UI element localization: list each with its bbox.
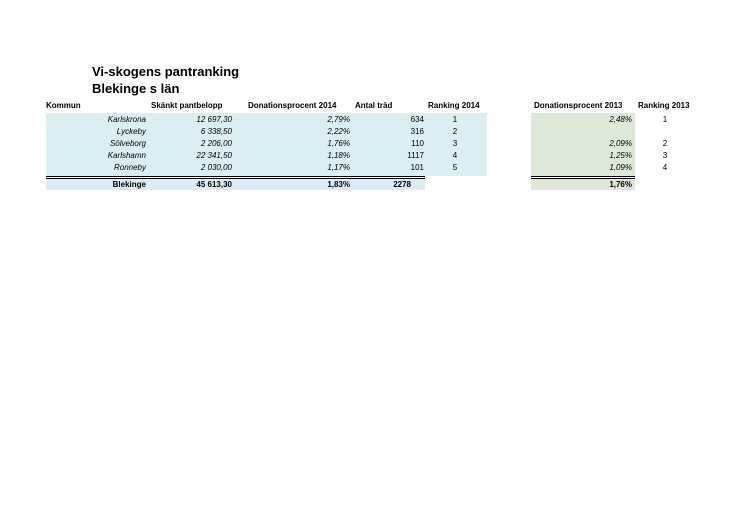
cell-don2013: 2,09%: [609, 139, 632, 148]
cell-don2013: 1,25%: [609, 151, 632, 160]
total-rule-lower-2014: [46, 178, 425, 179]
cell-rank2013: 4: [662, 163, 668, 172]
total-trad: 2278: [393, 180, 411, 189]
header-ranking-2013: Ranking 2013: [638, 101, 690, 110]
header-kommun: Kommun: [46, 101, 81, 110]
cell-trad: 316: [410, 127, 424, 136]
cell-skankt: 6 338,50: [200, 127, 232, 136]
cell-rank2013: 1: [662, 115, 668, 124]
cell-trad: 110: [411, 139, 424, 148]
cell-trad: 634: [410, 115, 424, 124]
cell-rank2014: 3: [452, 139, 458, 148]
cell-rank2014: 1: [452, 115, 458, 124]
cell-skankt: 22 341,50: [196, 151, 232, 160]
cell-rank2013: 2: [662, 139, 668, 148]
total-rule-lower-2013: [531, 178, 635, 179]
header-skankt-pantbelopp: Skänkt pantbelopp: [151, 101, 223, 110]
cell-kommun: Sölveborg: [109, 139, 146, 148]
cell-rank2014: 5: [452, 163, 458, 172]
total-kommun: Blekinge: [112, 180, 146, 189]
cell-kommun: Lyckeby: [116, 127, 146, 136]
total-rule-upper-2014: [46, 176, 425, 177]
cell-kommun: Karlshamn: [107, 151, 146, 160]
report-title: Vi-skogens pantranking: [92, 64, 240, 79]
total-skankt: 45 613,30: [196, 180, 232, 189]
header-antal-trad: Antal träd: [355, 101, 393, 110]
cell-don2014: 1,17%: [327, 163, 350, 172]
cell-skankt: 12 697,30: [196, 115, 232, 124]
cell-rank2014: 2: [452, 127, 458, 136]
cell-rank2014: 4: [452, 151, 458, 160]
cell-skankt: 2 206,00: [200, 139, 232, 148]
cell-don2014: 1,18%: [327, 151, 350, 160]
cell-skankt: 2 030,00: [200, 163, 232, 172]
cell-trad: 1117: [407, 151, 424, 160]
cell-kommun: Karlskrona: [107, 115, 146, 124]
cell-rank2013: 3: [662, 151, 668, 160]
cell-don2013: 1,09%: [609, 163, 632, 172]
cell-don2013: 2,48%: [609, 115, 632, 124]
header-donationsprocent-2013: Donationsprocent 2013: [534, 101, 623, 110]
cell-don2014: 2,79%: [327, 115, 350, 124]
header-ranking-2014: Ranking 2014: [428, 101, 480, 110]
report-subtitle: Blekinge s län: [92, 81, 180, 96]
cell-trad: 101: [410, 163, 424, 172]
cell-don2014: 1,76%: [327, 139, 350, 148]
cell-kommun: Ronneby: [113, 163, 146, 172]
cell-don2014: 2,22%: [327, 127, 350, 136]
header-donationsprocent-2014: Donationsprocent 2014: [248, 101, 337, 110]
total-don2014: 1,83%: [327, 180, 350, 189]
total-don2013: 1,76%: [609, 180, 632, 189]
total-rule-upper-2013: [531, 176, 635, 177]
